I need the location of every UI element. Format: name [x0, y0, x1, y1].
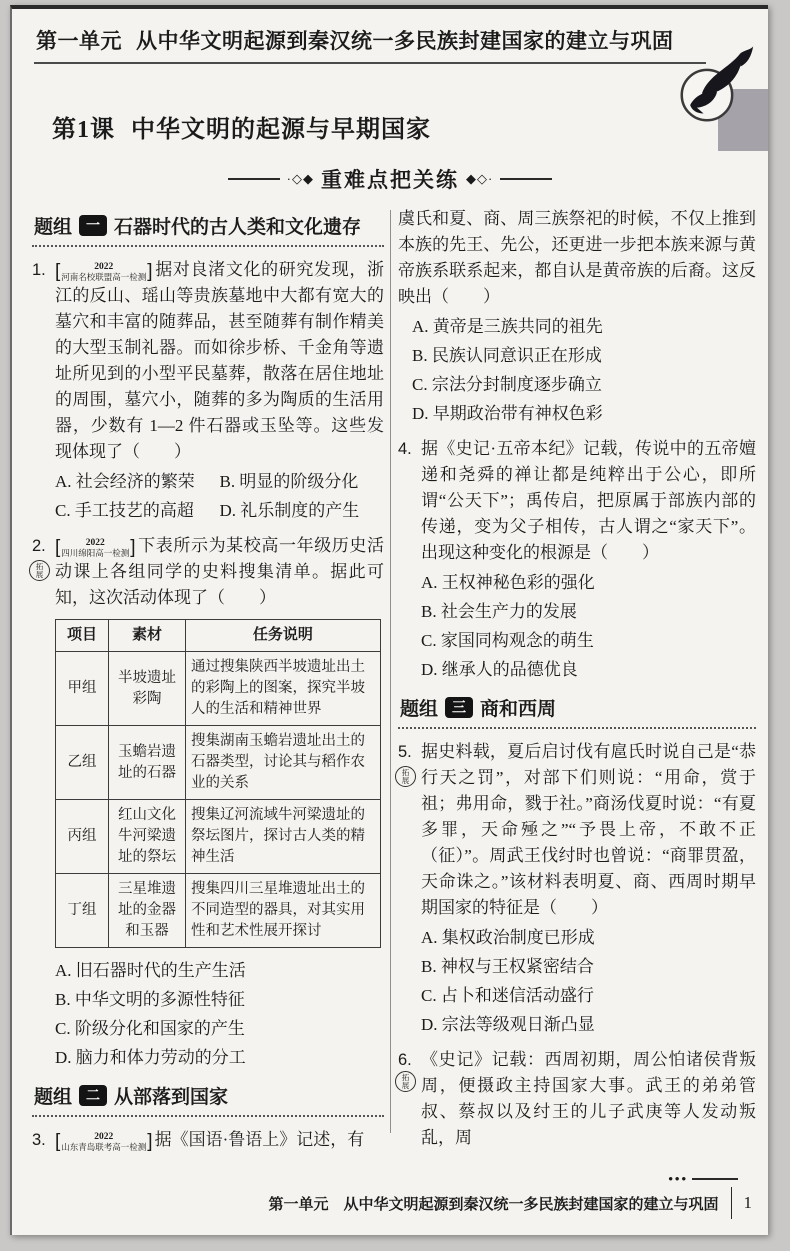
badge-char-top: 拓 [401, 1072, 410, 1082]
option-b: B. 中华文明的多源性特征 [55, 990, 245, 1009]
content-columns [12, 194, 768, 1163]
page-footer [268, 1187, 758, 1219]
banner-ornament-right: ◆◇· [466, 171, 494, 186]
source-year: 2022 [94, 262, 114, 273]
option-d: D. 脑力和体力劳动的分工 [55, 1048, 246, 1067]
table-header-row [56, 620, 381, 652]
question-text: 据《国语·鲁语上》记述，有 [154, 1130, 365, 1149]
option-d: D. 礼乐制度的产生 [219, 501, 360, 520]
question-2 [32, 533, 384, 1070]
cell-material: 三星堆遗址的金器和玉器 [109, 874, 186, 948]
bracket-open: [ [55, 261, 61, 282]
expansion-badge [29, 560, 50, 581]
footer-dots: ••• [668, 1171, 688, 1186]
right-column [398, 206, 756, 1163]
group-badge: 二 [79, 1085, 107, 1106]
option-a: A. 集权政治制度已形成 [421, 928, 595, 947]
cell-task: 通过搜集陕西半坡遗址出土的彩陶上的图案，探究半坡人的生活和精神世界 [186, 652, 381, 726]
banner-line-right [500, 178, 552, 180]
option-c: C. 占卜和迷信活动盛行 [421, 986, 594, 1005]
option-row [55, 498, 384, 523]
question-5 [398, 739, 756, 1037]
cell-item: 甲组 [56, 652, 109, 726]
option-a: A. 旧石器时代的生产生活 [55, 961, 246, 980]
options [398, 314, 756, 426]
question-text: 据史料载，夏后启讨伐有扈氏时说自己是“恭行天之罚”，对部下们则说：“用命，赏于祖；弗用命，戮于社。”商汤伐夏时说：“有夏多罪，天命殛之”“予畏上帝，不敢不正（征）”。周武王伐纣时也曾说：“商罪贯盈，天命诛之。”该材料表明夏、商、西周时期早期国家的特征是（ ） [421, 742, 756, 917]
source-citation [55, 261, 153, 282]
cell-task: 搜集湖南玉蟾岩遗址出土的石器类型，讨论其与稻作农业的关系 [186, 726, 381, 800]
option-c: C. 阶级分化和国家的产生 [55, 1019, 245, 1038]
page-number: 1 [731, 1187, 759, 1219]
option-row [55, 469, 384, 494]
badge-char-bottom: 展 [401, 1080, 410, 1090]
lesson-title-text: 中华文明的起源与早期国家 [131, 117, 431, 143]
options [421, 925, 756, 1037]
badge-char-bottom: 展 [401, 775, 410, 785]
table-row [56, 652, 381, 726]
table-row [56, 874, 381, 948]
group-prefix: 题组 [34, 217, 73, 238]
group-header-3 [398, 692, 756, 729]
unit-title-text: 从中华文明起源到秦汉统一多民族封建国家的建立与巩固 [136, 30, 674, 53]
option-d: D. 继承人的品德优良 [421, 660, 578, 679]
left-column [32, 206, 384, 1163]
option-b: B. 神权与王权紧密结合 [421, 957, 594, 976]
lesson-title [52, 109, 768, 144]
option-c: C. 家国同构观念的萌生 [421, 631, 594, 650]
footer-ornament [668, 1171, 738, 1186]
footer-unit-title: 第一单元 从中华文明起源到秦汉统一多民族封建国家的建立与巩固 [268, 1195, 719, 1213]
question-number: 2. [32, 537, 46, 555]
col-header-task: 任务说明 [186, 620, 381, 652]
question-number: 5. [398, 743, 412, 761]
cell-material: 玉蟾岩遗址的石器 [109, 726, 186, 800]
col-header-material: 素材 [109, 620, 186, 652]
option-a: A. 黄帝是三族共同的祖先 [412, 317, 603, 336]
question-number: 4. [398, 440, 412, 458]
expansion-badge [395, 1071, 416, 1092]
group-title: 石器时代的古人类和文化遗存 [114, 217, 362, 238]
history-materials-table [55, 619, 381, 948]
badge-char-top: 拓 [35, 561, 44, 571]
bracket-close: ] [147, 261, 153, 282]
col-header-item: 项目 [56, 620, 109, 652]
question-3-lead [32, 1127, 384, 1153]
banner-title: 重难点把关练 [321, 169, 459, 192]
options [55, 469, 384, 523]
bracket-open: [ [55, 537, 61, 558]
option-b: B. 民族认同意识正在形成 [412, 346, 602, 365]
banner-ornament-left: ·◇◆ [286, 171, 314, 186]
option-b: B. 社会生产力的发展 [421, 602, 577, 621]
cell-task: 搜集辽河流域牛河梁遗址的祭坛图片，探讨古人类的精神生活 [186, 800, 381, 874]
source-name: 河南名校联盟高一检测 [61, 272, 147, 283]
option-c: C. 宗法分封制度逐步确立 [412, 375, 602, 394]
source-citation [55, 1131, 153, 1152]
question-6 [398, 1047, 756, 1151]
column-divider [390, 210, 391, 1133]
bracket-open: [ [55, 1131, 61, 1152]
cell-material: 半坡遗址彩陶 [109, 652, 186, 726]
badge-char-bottom: 展 [35, 569, 44, 579]
options [55, 958, 384, 1070]
unit-header [12, 9, 768, 97]
group-header-2 [32, 1080, 384, 1117]
question-text: 下表所示为某校高一年级历史活动课上各组同学的史料搜集清单。据此可知，这次活动体现了（ ） [55, 536, 384, 607]
group-badge: 三 [445, 697, 473, 718]
badge-char-top: 拓 [401, 767, 410, 777]
group-badge: 一 [79, 215, 107, 236]
unit-label: 第一单元 [36, 30, 122, 53]
group-title: 商和西周 [480, 699, 557, 720]
source-citation [55, 537, 136, 558]
cell-item: 丙组 [56, 800, 109, 874]
source-name: 四川绵阳高一检测 [61, 548, 130, 559]
cell-item: 丁组 [56, 874, 109, 948]
options [421, 570, 756, 682]
table-row [56, 726, 381, 800]
source-name: 山东青岛联考高一检测 [61, 1142, 147, 1153]
question-3-continuation [398, 206, 756, 426]
question-text: 据对良渚文化的研究发现，浙江的反山、瑶山等贵族墓地中大都有宽大的墓穴和丰富的随葬品，甚至随葬有制作精美的大型玉制礼器。而如徐步桥、千金角等遗址所见到的小型平民墓葬，散落在居住地址的周围，墓穴小，随葬的多为陶质的生活用器，少数有 1—2 件石器或玉坠等。这些发现体现了（ ） [55, 260, 384, 461]
group-title: 从部落到国家 [114, 1087, 229, 1108]
option-b: B. 明显的阶级分化 [219, 472, 359, 491]
group-prefix: 题组 [34, 1087, 73, 1108]
question-4 [398, 436, 756, 682]
bracket-close: ] [130, 537, 136, 558]
question-number: 3. [32, 1131, 46, 1149]
section-banner [12, 164, 768, 194]
option-d: D. 早期政治带有神权色彩 [412, 404, 603, 423]
table-row [56, 800, 381, 874]
question-text: 虞氏和夏、商、周三族祭祀的时候，不仅上推到本族的先王、先公，还更进一步把本族来源与黄帝族系联系起来，都自认是黄帝族的后裔。这反映出（ ） [398, 209, 756, 306]
question-number: 6. [398, 1051, 412, 1069]
question-number: 1. [32, 261, 46, 279]
cell-item: 乙组 [56, 726, 109, 800]
expansion-badge [395, 766, 416, 787]
footer-line [692, 1178, 738, 1180]
cell-task: 搜集四川三星堆遗址出土的不同造型的器具，对其实用性和艺术性展开探讨 [186, 874, 381, 948]
bird-logo-icon [670, 43, 754, 127]
option-a: A. 社会经济的繁荣 [55, 472, 195, 491]
question-text: 《史记》记载：西周初期，周公怕诸侯背叛周，便摄政主持国家大事。武王的弟弟管叔、蔡叔以及纣王的儿子武庚等人发动叛乱，周 [421, 1050, 756, 1147]
unit-title [34, 25, 706, 64]
option-c: C. 手工技艺的高超 [55, 501, 194, 520]
group-prefix: 题组 [400, 699, 439, 720]
cell-material: 红山文化牛河梁遗址的祭坛 [109, 800, 186, 874]
option-d: D. 宗法等级观日渐凸显 [421, 1015, 595, 1034]
book-page [10, 5, 768, 1235]
question-1 [32, 257, 384, 523]
source-year: 2022 [94, 1132, 114, 1143]
group-header-1 [32, 210, 384, 247]
bracket-close: ] [147, 1131, 153, 1152]
question-text: 据《史记·五帝本纪》记载，传说中的五帝嬗递和尧舜的禅让都是纯粹出于公心，即所谓“公天下”；禹传启，把原属于部族内部的传递，变为父子相传，古人谓之“家天下”。出现这种变化的根源是（ ） [421, 439, 756, 562]
option-a: A. 王权神秘色彩的强化 [421, 573, 595, 592]
lesson-label: 第1课 [52, 117, 115, 143]
banner-line-left [228, 178, 280, 180]
source-year: 2022 [85, 538, 105, 549]
